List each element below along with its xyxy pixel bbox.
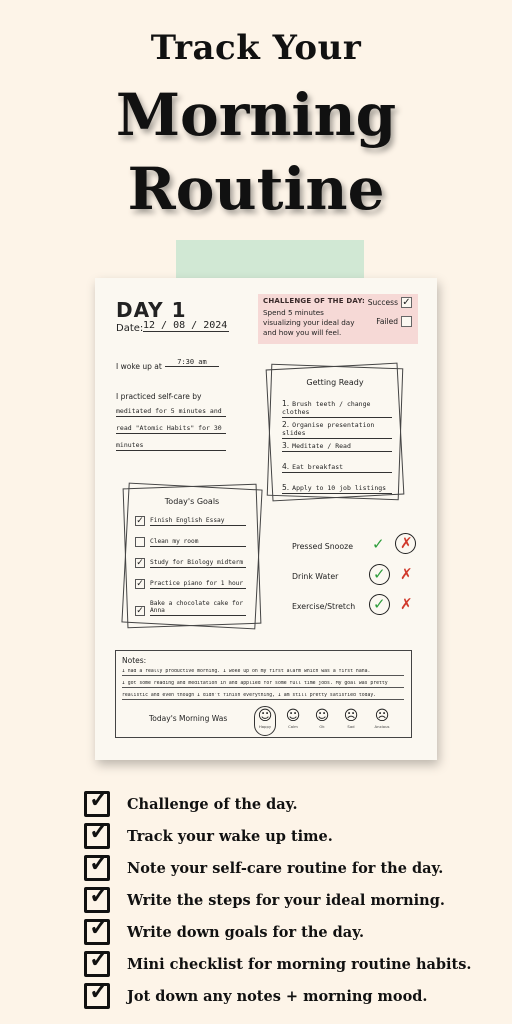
goal-checkbox[interactable]: ✓ (136, 579, 144, 589)
mood-calm[interactable]: ☺ Calm (282, 709, 304, 729)
headline-line-2: Morning (115, 81, 397, 149)
checkbox-icon: ✓ (84, 983, 110, 1009)
mood-sad[interactable]: ☹ Sad (340, 709, 362, 729)
date-label: Date: (116, 323, 144, 334)
getting-ready-item: 1. Brush teeth / change clothes (282, 399, 392, 418)
mood-ok[interactable]: ☺ Ok (311, 709, 333, 729)
woke-value: 7:30 am (165, 358, 219, 367)
challenge-text: Spend 5 minutes visualizing your ideal day and how you will feel. (263, 308, 355, 337)
feature-item: ✓ Track your wake up time. (84, 820, 504, 852)
goal-item: ✓ Bake a chocolate cake for Anna (135, 600, 246, 616)
checkbox-icon: ✓ (84, 791, 110, 817)
habit-label: Exercise/Stretch (292, 602, 356, 611)
challenge-success (368, 297, 412, 308)
feature-item: ✓ Challenge of the day. (84, 788, 504, 820)
goal-item: ✓ Study for Biology midterm (135, 558, 246, 568)
habit-label: Pressed Snooze (292, 542, 354, 551)
checkbox-icon: ✓ (84, 887, 110, 913)
goal-checkbox[interactable]: ✓ (136, 516, 144, 526)
anxious-face-icon: ☹ (374, 708, 390, 724)
feature-list (84, 784, 504, 1012)
challenge-title: CHALLENGE OF THE DAY: (263, 297, 365, 305)
checkbox-icon: ✓ (84, 919, 110, 945)
notes-box (115, 650, 412, 738)
check-icon[interactable]: ✓ (373, 595, 386, 613)
note-line: I got some reading and meditation in and applied for some full time jobs. My goal was pretty (122, 681, 404, 688)
goal-item: Clean my room (135, 537, 246, 547)
mood-anxious[interactable]: ☹ Anxious (371, 709, 393, 729)
feature-item: ✓ Write down goals for the day. (84, 916, 504, 948)
goal-checkbox[interactable]: ✓ (136, 606, 144, 616)
checkbox-icon: ✓ (84, 855, 110, 881)
date-value: 12 / 08 / 2024 (143, 320, 228, 331)
getting-ready-item: 2. Organise presentation slides (282, 420, 392, 439)
day-title: DAY 1 (116, 298, 187, 322)
selfcare-label: I practiced self-care by (116, 392, 202, 401)
feature-item: ✓ Write the steps for your ideal morning. (84, 884, 504, 916)
getting-ready-item: 3. Meditate / Read (282, 441, 392, 452)
feature-item: ✓ Mini checklist for morning routine habits. (84, 948, 504, 980)
mood-happy[interactable]: ☺ Happy (254, 709, 276, 729)
tracker-sheet (95, 278, 437, 760)
challenge-failed (376, 316, 412, 327)
notes-label: Notes: (122, 656, 147, 665)
feature-item: ✓ Note your self-care routine for the day. (84, 852, 504, 884)
note-line: realistic and even though I didn't finish everything, I am still pretty satisfied today. (122, 693, 404, 700)
headline-line-1: Track Your (150, 28, 362, 68)
success-check-icon: ✓ (402, 297, 411, 308)
neutral-face-icon: ☺ (314, 708, 330, 724)
cross-icon[interactable]: ✗ (400, 565, 413, 583)
goal-item: ✓ Finish English Essay (135, 516, 246, 526)
headline-line-3: Routine (127, 155, 385, 223)
checkbox-icon: ✓ (84, 951, 110, 977)
challenge-box (258, 294, 418, 344)
selfcare-line: read "Atomic Habits" for 30 (116, 424, 226, 434)
failed-label: Failed (376, 317, 398, 326)
goal-item: ✓ Practice piano for 1 hour (135, 579, 246, 589)
goal-checkbox[interactable] (135, 537, 145, 547)
woke-label: I woke up at (116, 362, 162, 371)
getting-ready-title: Getting Ready (306, 378, 364, 387)
selfcare-line: minutes (116, 441, 226, 451)
cross-icon[interactable]: ✗ (400, 595, 413, 613)
cross-icon[interactable]: ✗ (400, 534, 413, 552)
check-icon[interactable]: ✓ (372, 535, 385, 553)
feature-item: ✓ Jot down any notes + morning mood. (84, 980, 504, 1012)
smile-face-icon: ☺ (285, 708, 301, 724)
habit-label: Drink Water (292, 572, 339, 581)
goals-title: Today's Goals (164, 497, 220, 506)
getting-ready-item: 5. Apply to 10 job listings (282, 483, 392, 494)
mood-label: Today's Morning Was (149, 714, 228, 723)
note-line: I had a really productive morning. I woke up on my first alarm which was a first haha. (122, 669, 404, 676)
check-icon[interactable]: ✓ (373, 565, 386, 583)
sad-face-icon: ☹ (343, 708, 359, 724)
failed-checkbox[interactable] (401, 316, 412, 327)
goal-checkbox[interactable]: ✓ (136, 558, 144, 568)
getting-ready-item: 4. Eat breakfast (282, 462, 392, 473)
smile-face-icon: ☺ (257, 708, 273, 724)
success-label: Success (367, 298, 398, 307)
selfcare-line: meditated for 5 minutes and (116, 407, 226, 417)
success-checkbox[interactable] (401, 297, 412, 308)
checkbox-icon: ✓ (84, 823, 110, 849)
